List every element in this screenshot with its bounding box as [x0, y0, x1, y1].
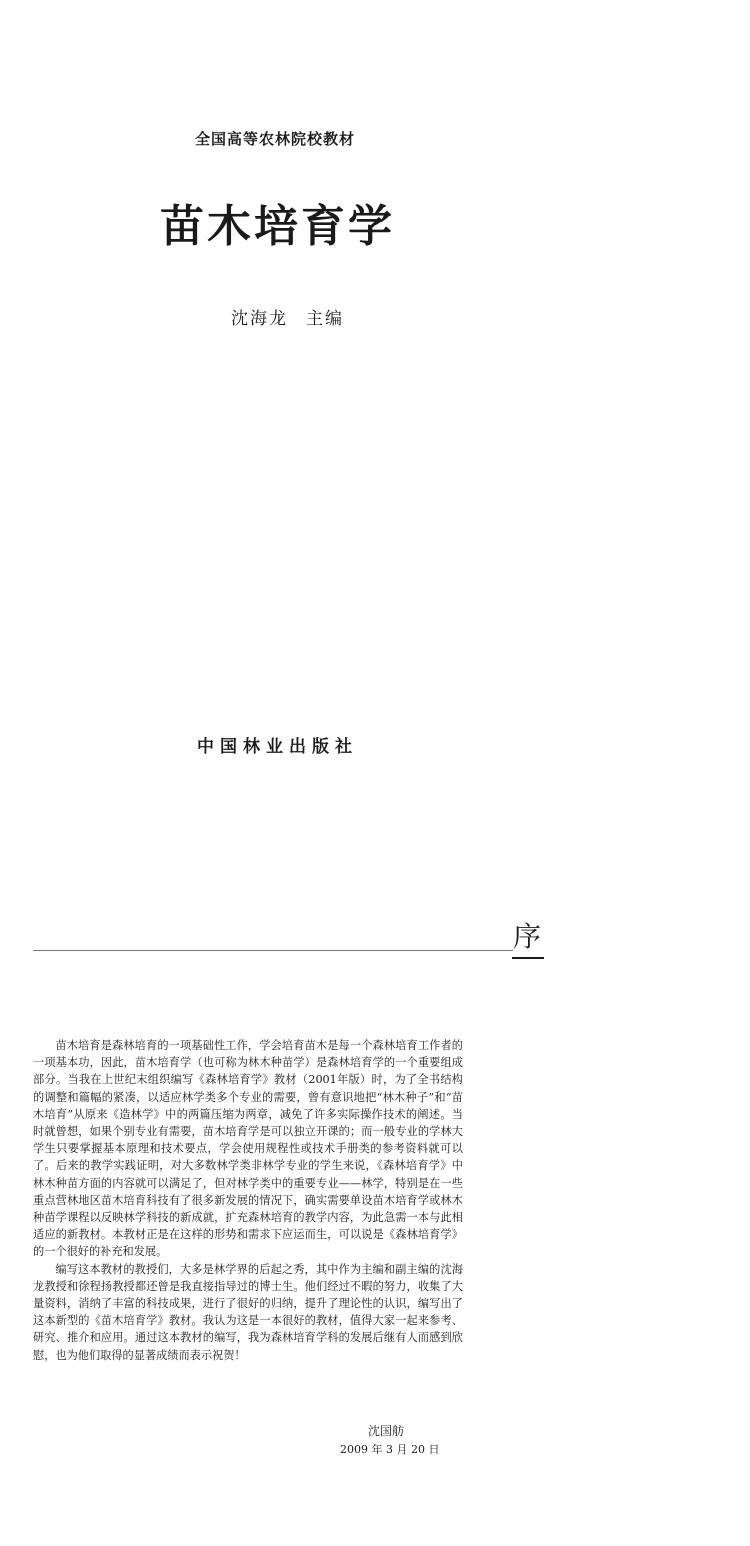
editor-role: 主编 — [306, 309, 344, 329]
preface-date: 2009 年 3 月 20 日 — [340, 1443, 440, 1456]
editor-line — [231, 304, 344, 329]
publisher-name: 中国林业出版社 — [197, 737, 358, 757]
preface-heading-underline — [512, 957, 544, 959]
preface-heading: 序 — [513, 920, 542, 953]
editor-name: 沈海龙 — [231, 309, 288, 329]
book-title: 苗木培育学 — [160, 201, 395, 252]
preface-body — [33, 1037, 463, 1364]
preface-signature: 沈国舫 — [368, 1424, 405, 1438]
series-title: 全国高等农林院校教材 — [195, 130, 356, 148]
preface-divider — [33, 950, 513, 951]
preface-paragraph: 苗木培育是森林培育的一项基础性工作，学会培育苗木是每一个森林培育工作者的一项基本功，因此，苗木培育学（也可称为林木种苗学）是森林培育学的一个重要组成部分。当我在上世纪末组织编写《森林培育学》教材（2001年版）时，为了全书结构的调整和篇幅的紧凑，以适应林学类多个专业的需要，曾有意识地把“林木种子”和“苗木培育”从原来《造林学》中的两篇压缩为两章，减免了许多实际操作技术的阐述。当时就曾想，如果个别专业有需要，苗木培育学是可以独立开课的；而一般专业的学林大学生只要掌握基本原理和技术要点，学会使用规程性或技术手册类的参考资料就可以了。后来的教学实践证明，对大多数林学类非林学专业的学生来说，《森林培育学》中林木种苗方面的内容就可以满足了，但对林学类中的重要专业——林学，特别是在一些重点营林地区苗木培育科技有了很多新发展的情况下，确实需要单设苗木培育学或林木种苗学课程以反映林学科技的新成就，扩充森林培育的教学内容，为此急需一本与此相适应的新教材。本教材正是在这样的形势和需求下应运而生，可以说是《森林培育学》的一个很好的补充和发展。 — [33, 1039, 463, 1259]
preface-paragraph: 编写这本教材的教授们，大多是林学界的后起之秀，其中作为主编和副主编的沈海龙教授和徐程扬教授都还曾是我直接指导过的博士生。他们经过不暇的努力，收集了大量资料，消纳了丰富的科技成果，进行了很好的归纳，提升了理论性的认识，编写出了这本新型的《苗木培育学》教材。我认为这是一本很好的教材，值得大家一起来参考、研究、推介和应用。通过这本教材的编写，我为森林培育学科的发展后继有人而感到欣慰，也为他们取得的显著成绩而表示祝贺！ — [33, 1262, 463, 1362]
